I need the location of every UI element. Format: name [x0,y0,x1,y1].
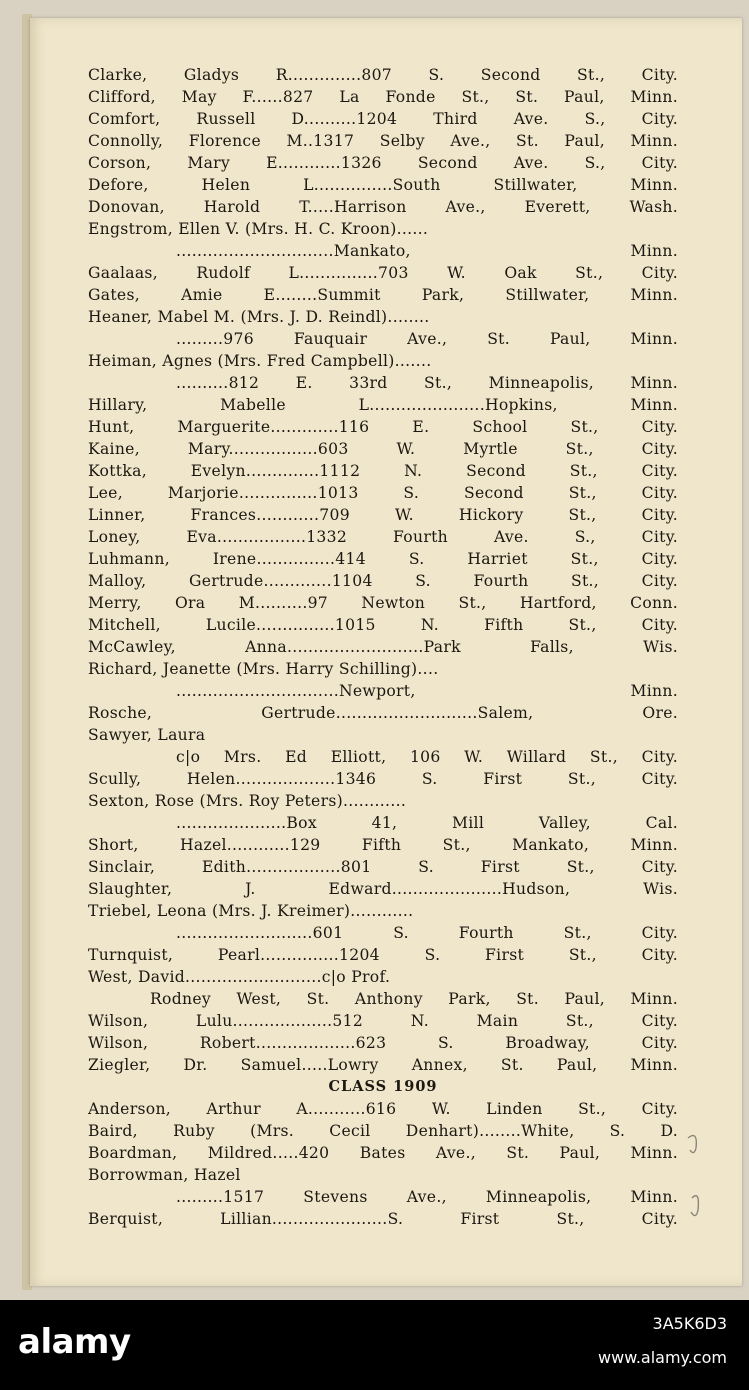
directory-line-text: Triebel, Leona (Mrs. J. Kreimer)............ [88,902,414,920]
directory-line-text: ..........................601 S. Fourth St., City. [176,924,678,942]
directory-line-text: Turnquist, Pearl...............1204 S. First St., City. [88,946,678,964]
directory-line [88,482,678,504]
directory-line-text: Anderson, Arthur A...........616 W. Linden St., City. [88,1100,678,1118]
directory-line [88,64,678,86]
directory-line-text: Hunt, Marguerite.............116 E. School St., City. [88,418,678,436]
directory-line-text: Engstrom, Ellen V. (Mrs. H. C. Kroon)...... [88,220,429,238]
directory-line [88,746,678,768]
directory-line [88,218,678,240]
directory-line-text: Clifford, May F......827 La Fonde St., St. Paul, Minn. [88,88,678,106]
directory-line [88,724,678,746]
directory-line-text: Luhmann, Irene...............414 S. Harriet St., City. [88,550,678,568]
directory-line [88,614,678,636]
directory-line-text: .........1517 Stevens Ave., Minneapolis, Minn. [176,1188,678,1206]
directory-line [88,680,678,702]
directory-line-text: Rodney West, St. Anthony Park, St. Paul, Minn. [150,990,678,1008]
directory-line-text: Kaine, Mary.................603 W. Myrtle St., City. [88,440,678,458]
watermark-image-id: 3A5K6D3 [652,1314,727,1333]
directory-line [88,570,678,592]
directory-line [88,856,678,878]
class-heading [88,1076,678,1098]
directory-line [88,1054,678,1076]
directory-line-text: c|o Mrs. Ed Elliott, 106 W. Willard St., City. [176,748,678,766]
directory-line [88,944,678,966]
directory-line [88,966,678,988]
directory-line [88,1120,678,1142]
directory-line [88,988,678,1010]
directory-line-text: Heiman, Agnes (Mrs. Fred Campbell)....... [88,352,432,370]
directory-line [88,262,678,284]
directory-line [88,460,678,482]
directory-line-text: Sawyer, Laura [88,726,206,744]
directory-line [88,1208,678,1230]
directory-line [88,174,678,196]
directory-line-text: Richard, Jeanette (Mrs. Harry Schilling).... [88,660,439,678]
directory-line-text: Comfort, Russell D..........1204 Third Ave. S., City. [88,110,678,128]
directory-line [88,790,678,812]
directory-line-text: Malloy, Gertrude.............1104 S. Fourth St., City. [88,572,678,590]
directory-line [88,1186,678,1208]
directory-line-text: Mitchell, Lucile...............1015 N. Fifth St., City. [88,616,678,634]
directory-line-text: ...............................Newport, Minn. [176,682,678,700]
directory-line [88,592,678,614]
directory-line-text: Boardman, Mildred.....420 Bates Ave., St. Paul, Minn. [88,1144,678,1162]
directory-line-text: ..............................Mankato, Minn. [176,242,678,260]
directory-line-text: Scully, Helen...................1346 S. First St., City. [88,770,678,788]
directory-line [88,196,678,218]
directory-line-text: Gates, Amie E........Summit Park, Stillwater, Minn. [88,286,678,304]
directory-line [88,1032,678,1054]
directory-line-text: Wilson, Lulu...................512 N. Main St., City. [88,1012,678,1030]
alumni-listing [88,64,678,1230]
directory-line-text: Corson, Mary E............1326 Second Ave. S., City. [88,154,678,172]
directory-line [88,372,678,394]
directory-line-text: .........976 Fauquair Ave., St. Paul, Minn. [176,330,678,348]
directory-line-text: Berquist, Lillian......................S. First St., City. [88,1210,678,1228]
directory-line [88,152,678,174]
directory-line [88,768,678,790]
directory-line [88,394,678,416]
directory-line-text: Connolly, Florence M..1317 Selby Ave., St. Paul, Minn. [88,132,678,150]
directory-line-text: Wilson, Robert...................623 S. Broadway, City. [88,1034,678,1052]
directory-line [88,86,678,108]
directory-line [88,548,678,570]
pencil-mark-icon [682,1120,706,1230]
directory-line [88,1098,678,1120]
directory-line-text: Defore, Helen L...............South Stillwater, Minn. [88,176,678,194]
directory-line-text: Donovan, Harold T.....Harrison Ave., Everett, Wash. [88,198,678,216]
directory-line-text: Slaughter, J. Edward.....................Hudson, Wis. [88,880,678,898]
directory-line-text: McCawley, Anna..........................Park Falls, Wis. [88,638,678,656]
directory-line-text: Gaalaas, Rudolf L...............703 W. Oak St., City. [88,264,678,282]
directory-line [88,130,678,152]
directory-line [88,834,678,856]
directory-line-text: Hillary, Mabelle L......................Hopkins, Minn. [88,396,678,414]
directory-line [88,1164,678,1186]
directory-line [88,306,678,328]
directory-line-text: Short, Hazel............129 Fifth St., Mankato, Minn. [88,836,678,854]
directory-line [88,438,678,460]
directory-line [88,240,678,262]
directory-line-text: Merry, Ora M..........97 Newton St., Hartford, Conn. [88,594,678,612]
directory-line-text: ..........812 E. 33rd St., Minneapolis, Minn. [176,374,678,392]
directory-line [88,504,678,526]
directory-line-text: CLASS 1909 [328,1078,438,1095]
directory-line [88,284,678,306]
directory-line-text: Linner, Frances............709 W. Hickory St., City. [88,506,678,524]
directory-line-text: Ziegler, Dr. Samuel.....Lowry Annex, St. Paul, Minn. [88,1056,678,1074]
watermark-url: www.alamy.com [598,1348,727,1367]
directory-line [88,636,678,658]
directory-line [88,900,678,922]
directory-line [88,1142,678,1164]
directory-line-text: .....................Box 41, Mill Valley, Cal. [176,814,678,832]
directory-line-text: West, David..........................c|o Prof. [88,968,391,986]
directory-line [88,812,678,834]
directory-line-text: Loney, Eva.................1332 Fourth Ave. S., City. [88,528,678,546]
directory-line [88,526,678,548]
directory-line [88,658,678,680]
directory-line-text: Clarke, Gladys R..............807 S. Second St., City. [88,66,678,84]
directory-line [88,702,678,724]
watermark-logo: alamy [18,1322,131,1362]
directory-line-text: Lee, Marjorie...............1013 S. Second St., City. [88,484,678,502]
directory-line [88,416,678,438]
directory-line [88,1010,678,1032]
directory-line-text: Borrowman, Hazel [88,1166,241,1184]
directory-line [88,922,678,944]
directory-line [88,350,678,372]
directory-line-text: Sexton, Rose (Mrs. Roy Peters)............ [88,792,407,810]
directory-line [88,878,678,900]
directory-line-text: Baird, Ruby (Mrs. Cecil Denhart)........White, S. D. [88,1122,678,1140]
directory-line [88,328,678,350]
directory-line-text: Heaner, Mabel M. (Mrs. J. D. Reindl)........ [88,308,430,326]
directory-line [88,108,678,130]
directory-line-text: Rosche, Gertrude...........................Salem, Ore. [88,704,678,722]
directory-line-text: Kottka, Evelyn..............1112 N. Second St., City. [88,462,678,480]
directory-line-text: Sinclair, Edith..................801 S. First St., City. [88,858,678,876]
